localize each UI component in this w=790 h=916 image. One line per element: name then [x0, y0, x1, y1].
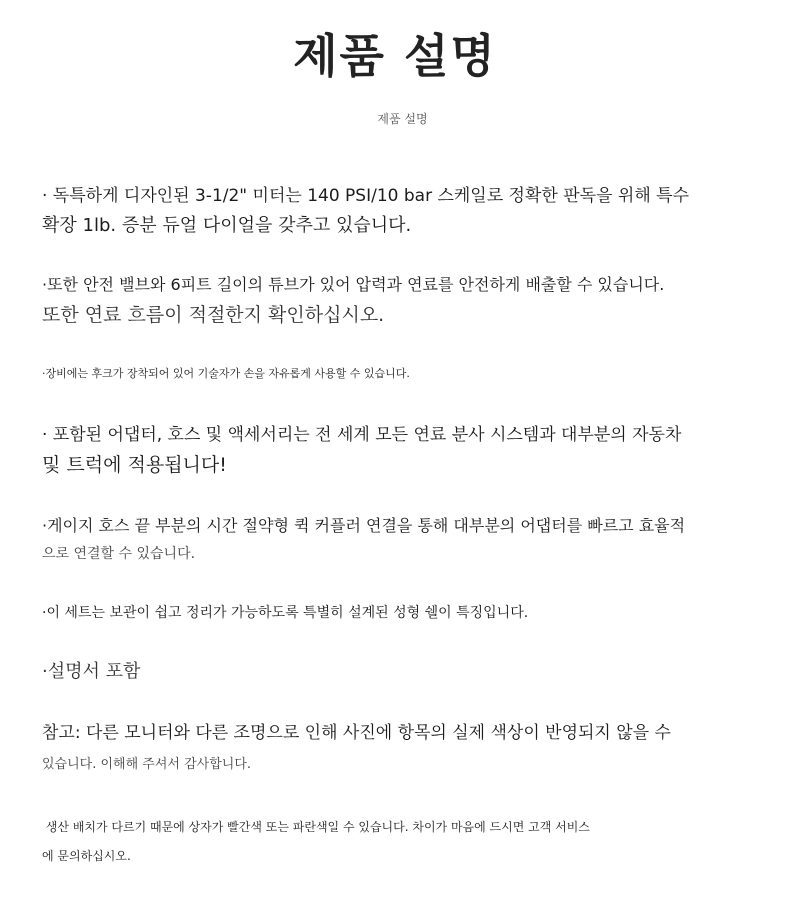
page-title: 제품 설명 [293, 29, 497, 83]
paragraph-line: ·이 세트는 보관이 쉽고 정리가 가능하도록 특별히 설계된 성형 쉘이 특징입니다. [42, 605, 529, 621]
paragraph-line: 있습니다. 이해해 주셔서 감사합니다. [42, 757, 252, 772]
paragraph-line: 확장 1lb. 증분 듀얼 다이얼을 갖추고 있습니다. [42, 215, 412, 236]
paragraph-line: 으로 연결할 수 있습니다. [42, 546, 196, 562]
description-paragraph-adapters [42, 420, 762, 480]
paragraph-line: 또한 연료 흐름이 적절한지 확인하십시오. [42, 304, 385, 326]
description-paragraph-quick-coupler [42, 511, 762, 569]
paragraph-line: 참고: 다른 모니터와 다른 조명으로 인해 사진에 항목의 실제 색상이 반영되지 않을 수 [42, 723, 671, 743]
paragraph-line: 에 문의하십시오. [42, 849, 131, 863]
paragraph-line: 생산 배치가 다르기 때문에 상자가 빨간색 또는 파란색일 수 있습니다. 차이가 마음에 드시면 고객 서비스 [42, 820, 590, 834]
description-paragraph-manual [42, 658, 762, 686]
paragraph-line: 및 트럭에 적용됩니다! [42, 454, 227, 476]
paragraph-line: ·장비에는 후크가 장착되어 있어 기술자가 손을 자유롭게 사용할 수 있습니다. [42, 367, 410, 380]
description-paragraph-box-color [42, 813, 762, 871]
paragraph-line: · 독특하게 디자인된 3-1/2" 미터는 140 PSI/10 bar 스케일로 정확한 판독을 위해 특수 [42, 186, 689, 206]
description-paragraph-safety-valve [42, 270, 762, 330]
paragraph-line: ·게이지 호스 끝 부분의 시간 절약형 퀵 커플러 연결을 통해 대부분의 어댑터를 빠르고 효율적 [42, 516, 686, 535]
paragraph-line: ·또한 안전 밸브와 6피트 길이의 튜브가 있어 압력과 연료를 안전하게 배출할 수 있습니다. [42, 275, 665, 294]
description-paragraph-note [42, 718, 762, 780]
description-paragraph-hook [42, 365, 762, 383]
page-subtitle: 제품 설명 [377, 112, 428, 126]
paragraph-line: · 포함된 어댑터, 호스 및 액세서리는 전 세계 모든 연료 분사 시스템과 대부분의 자동차 [42, 425, 682, 445]
description-paragraph-storage-shell [42, 602, 762, 624]
description-paragraph-meter [42, 181, 762, 241]
paragraph-line: ·설명서 포함 [42, 661, 141, 682]
